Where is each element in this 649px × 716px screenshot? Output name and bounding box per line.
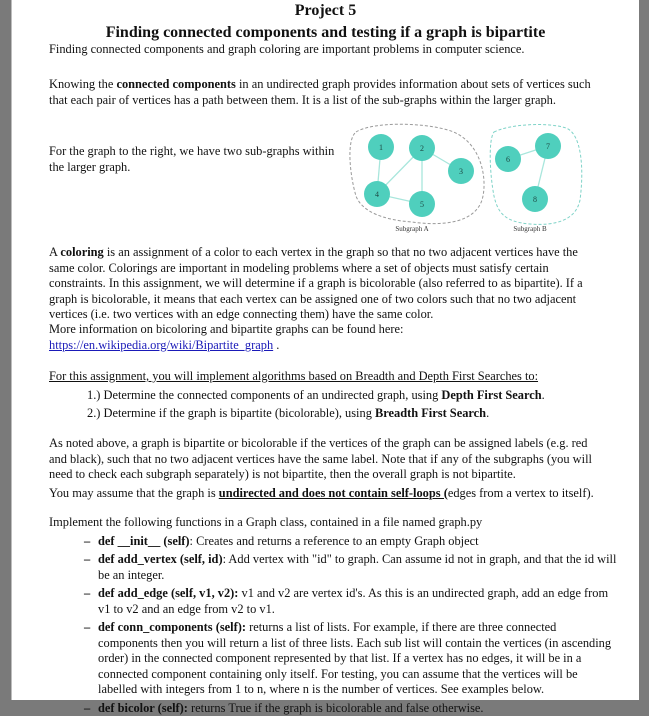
intro-paragraph: Finding connected components and graph coloring are important problems in computer science. <box>49 42 525 58</box>
svg-text:6: 6 <box>506 155 510 164</box>
function-description: : Creates and returns a reference to an empty Graph object <box>190 534 479 548</box>
function-description: : Add vertex with "id" to graph. Can assume id not in graph, and that the id will <box>223 552 617 566</box>
svg-text:5: 5 <box>420 200 424 209</box>
nodes-layer <box>364 133 561 217</box>
bipartite-wiki-link[interactable]: https://en.wikipedia.org/wiki/Bipartite_graph <box>49 338 273 352</box>
caption-line: the larger graph. <box>49 160 334 176</box>
window-edge <box>639 0 649 700</box>
function-item <box>98 552 616 583</box>
dash-bullet-icon: – <box>84 586 90 602</box>
svg-text:1: 1 <box>379 143 383 152</box>
graph-node <box>409 191 435 217</box>
svg-text:3: 3 <box>459 167 463 176</box>
function-description: returns a list of lists. For example, if there are three connected <box>246 620 556 634</box>
graph-node <box>495 146 521 172</box>
function-signature: def __init__ (self) <box>98 534 190 548</box>
graph-node <box>522 186 548 212</box>
function-item <box>98 620 616 698</box>
function-item <box>98 534 616 550</box>
coloring-text: same color. Colorings are important in modeling problems where a set of objects must satisfy certain <box>49 261 583 277</box>
graph-node <box>535 133 561 159</box>
components-text: Knowing the <box>49 77 116 91</box>
item-bold: Depth First Search <box>441 388 541 402</box>
function-signature: def add_vertex (self, id) <box>98 552 223 566</box>
item-text: 2.) Determine if the graph is bipartite (bicolorable), using <box>87 406 375 420</box>
item-text: 1.) Determine the connected components of an undirected graph, using <box>87 388 441 402</box>
components-bold-term: connected components <box>116 77 235 91</box>
item-text: . <box>486 406 489 420</box>
item-text: . <box>542 388 545 402</box>
components-text: that each pair of vertices has a path between them. It is a list of the sub-graphs within the larger graph. <box>49 93 591 109</box>
link-trailing: . <box>273 338 279 352</box>
coloring-text: A <box>49 245 60 259</box>
assignment-section <box>49 369 545 422</box>
graph-node <box>368 134 394 160</box>
assignment-heading: For this assignment, you will implement algorithms based on Breadth and Depth First Searches to: <box>49 369 545 385</box>
function-description: v1 and v2 are vertex id's. As this is an undirected graph, add an edge from <box>238 586 608 600</box>
subgraph-a-label: Subgraph A <box>395 225 428 233</box>
document-page <box>12 0 639 700</box>
caption-line: For the graph to the right, we have two sub-graphs within <box>49 144 334 160</box>
function-description: order) in the connected component represented by that list. If a vertex has no edges, it will be in a <box>98 651 581 665</box>
dash-bullet-icon: – <box>84 552 90 568</box>
assignment-item <box>87 406 545 422</box>
coloring-paragraph <box>49 245 583 323</box>
more-info-text: More information on bicoloring and bipartite graphs can be found here: <box>49 322 403 338</box>
graph-node <box>364 181 390 207</box>
function-description: connected component containing only itself. For testing, you can assume that the vertices will be <box>98 667 578 681</box>
graph-node <box>409 135 435 161</box>
bipartite-text: As noted above, a graph is bipartite or bicolorable if the vertices of the graph can be assigned labels (e.g. red <box>49 436 594 452</box>
svg-text:2: 2 <box>420 144 424 153</box>
svg-text:4: 4 <box>375 190 379 199</box>
function-signature: def conn_components (self): <box>98 620 246 634</box>
function-description: returns True if the graph is bicolorable and false otherwise. <box>188 701 484 715</box>
document-subtitle: Finding connected components and testing if a graph is bipartite <box>12 24 639 42</box>
bipartite-bold-note: undirected and does not contain self-loops ( <box>219 486 448 500</box>
function-item <box>98 701 616 716</box>
function-description: v1 to v2 and an edge from v2 to v1. <box>98 602 275 616</box>
bipartite-paragraph <box>49 436 594 501</box>
coloring-bold-term: coloring <box>60 245 103 259</box>
function-description: components then you will return a list of three lists. Each sub list will contain the vertices (in ascending <box>98 636 611 650</box>
function-signature: def add_edge (self, v1, v2): <box>98 586 238 600</box>
bipartite-text: You may assume that the graph is <box>49 486 219 500</box>
document-title: Project 5 <box>12 2 639 20</box>
graph-node <box>448 158 474 184</box>
coloring-text: constraints. In this assignment, we will determine if a graph is bicolorable (also referred to as bipartite). If a <box>49 276 583 292</box>
function-signature: def bicolor (self): <box>98 701 188 715</box>
dash-bullet-icon: – <box>84 534 90 550</box>
item-bold: Breadth First Search <box>375 406 486 420</box>
bipartite-text: need to check each subgraph separately) is not bipartite, then the overall graph is not bipartite. <box>49 467 594 483</box>
bipartite-text: edges from a vertex to itself). <box>448 486 594 500</box>
subgraph-b-label: Subgraph B <box>513 225 547 233</box>
svg-text:7: 7 <box>546 142 550 151</box>
dash-bullet-icon: – <box>84 620 90 636</box>
svg-text:8: 8 <box>533 195 537 204</box>
assignment-item <box>87 388 545 404</box>
implement-section <box>49 515 616 716</box>
coloring-text: vertices (i.e. two vertices with an edge connecting them) have the same color. <box>49 307 583 323</box>
dash-bullet-icon: – <box>84 701 90 716</box>
function-item <box>98 586 616 617</box>
function-list <box>98 534 616 716</box>
function-description: labelled with integers from 1 to n, where n is the number of vertices. See examples below. <box>98 682 544 696</box>
coloring-text: is an assignment of a color to each vertex in the graph so that no two adjacent vertices have the <box>104 245 578 259</box>
graph-figure <box>0 0 649 240</box>
bipartite-text: and black), such that no two adjacent vertices have the same label. Note that if any of the subgraphs (you will <box>49 452 594 468</box>
more-info <box>49 322 403 353</box>
components-text: in an undirected graph provides information about sets of vertices such <box>236 77 591 91</box>
implement-heading: Implement the following functions in a Graph class, contained in a file named graph.py <box>49 515 616 531</box>
function-description: be an integer. <box>98 568 164 582</box>
coloring-text: graph is bicolorable, it means that each vertex can be assigned one of two colors such that no two adjacent <box>49 292 583 308</box>
